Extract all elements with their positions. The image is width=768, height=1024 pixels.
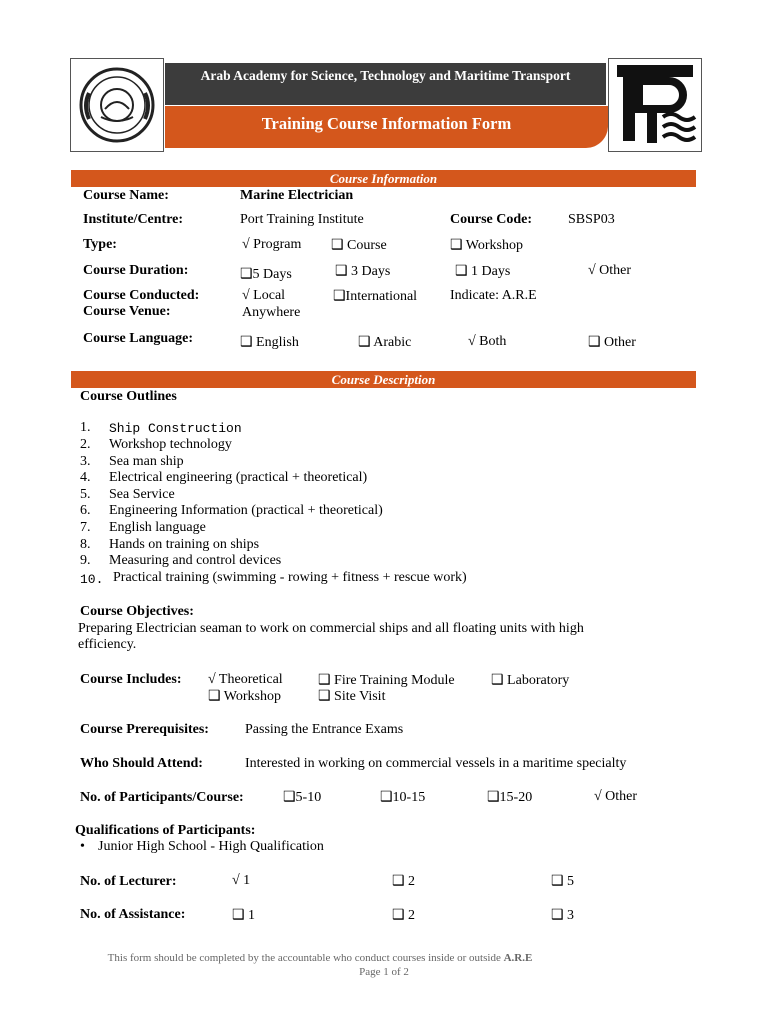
outline-item: Measuring and control devices: [109, 553, 282, 568]
outline-number: 7.: [80, 520, 91, 535]
conducted-local-option[interactable]: √ Local: [242, 288, 286, 303]
outline-number: 2.: [80, 437, 91, 452]
academy-seal-icon: [71, 59, 163, 151]
outline-item: Sea Service: [109, 487, 175, 502]
duration-5-days-option[interactable]: ❑5 Days: [240, 267, 292, 282]
outline-number: 5.: [80, 487, 91, 502]
type-program-option[interactable]: √ Program: [242, 237, 302, 252]
institute-value: Port Training Institute: [240, 212, 364, 227]
language-label: Course Language:: [83, 331, 194, 346]
page-number: Page 1 of 2: [359, 966, 409, 978]
participants-other-option[interactable]: √ Other: [594, 789, 638, 804]
lecturer-label: No. of Lecturer:: [80, 874, 177, 889]
course-name-value: Marine Electrician: [240, 188, 354, 203]
includes-label: Course Includes:: [80, 672, 182, 687]
language-other-option[interactable]: ❑ Other: [588, 335, 636, 350]
outline-item: Engineering Information (practical + theoretical): [109, 503, 383, 518]
footer-note: [0, 952, 640, 964]
type-workshop-option[interactable]: ❑ Workshop: [450, 238, 524, 253]
outline-number: 4.: [80, 470, 91, 485]
outline-item: Practical training (swimming - rowing + fitness + rescue work): [113, 570, 467, 585]
course-code-label: Course Code:: [450, 212, 533, 227]
attend-label: Who Should Attend:: [80, 756, 203, 771]
objectives-title: Course Objectives:: [80, 604, 194, 619]
participants-10-15-option[interactable]: ❑10-15: [380, 790, 426, 805]
language-english-option[interactable]: ❑ English: [240, 335, 299, 350]
outline-number: 3.: [80, 454, 91, 469]
outline-item: Sea man ship: [109, 454, 184, 469]
duration-label: Course Duration:: [83, 263, 189, 278]
conducted-international-option[interactable]: ❑International: [333, 289, 418, 304]
outline-number: 9.: [80, 553, 91, 568]
footer-are: A.R.E: [503, 952, 533, 964]
form-title: Training Course Information Form: [165, 106, 608, 148]
includes-laboratory-option[interactable]: ❑ Laboratory: [491, 673, 570, 688]
type-label: Type:: [83, 237, 117, 252]
outline-number: 6.: [80, 503, 91, 518]
outline-number: 1.: [80, 420, 91, 435]
qualifications-title: Qualifications of Participants:: [75, 823, 256, 838]
assistance-3-option[interactable]: ❑ 3: [551, 908, 575, 923]
outline-item: Electrical engineering (practical + theoretical): [109, 470, 368, 485]
participants-5-10-option[interactable]: ❑5-10: [283, 790, 322, 805]
course-name-label: Course Name:: [83, 188, 169, 203]
institute-label: Institute/Centre:: [83, 212, 184, 227]
lecturer-1-option[interactable]: √ 1: [232, 873, 251, 888]
lecturer-2-option[interactable]: ❑ 2: [392, 874, 416, 889]
participants-label: No. of Participants/Course:: [80, 790, 244, 805]
language-arabic-option[interactable]: ❑ Arabic: [358, 335, 412, 350]
includes-fire-training-option[interactable]: ❑ Fire Training Module: [318, 673, 455, 688]
duration-other-option[interactable]: √ Other: [588, 263, 632, 278]
language-both-option[interactable]: √ Both: [468, 334, 507, 349]
assistance-2-option[interactable]: ❑ 2: [392, 908, 416, 923]
outline-item: Hands on training on ships: [109, 537, 260, 552]
duration-1-day-option[interactable]: ❑ 1 Days: [455, 264, 511, 279]
includes-theoretical-option[interactable]: √ Theoretical: [208, 672, 283, 687]
prerequisites-label: Course Prerequisites:: [80, 722, 209, 737]
assistance-label: No. of Assistance:: [80, 907, 186, 922]
pti-logo: [608, 58, 702, 152]
section-course-description: Course Description: [71, 371, 696, 388]
includes-site-visit-option[interactable]: ❑ Site Visit: [318, 689, 386, 704]
objectives-text-line1: Preparing Electrician seaman to work on commercial ships and all floating units with high: [78, 621, 584, 636]
type-course-option[interactable]: ❑ Course: [331, 238, 387, 253]
assistance-1-option[interactable]: ❑ 1: [232, 908, 256, 923]
includes-workshop-option[interactable]: ❑ Workshop: [208, 689, 282, 704]
course-code-value: SBSP03: [568, 212, 615, 227]
section-course-information: Course Information: [71, 170, 696, 187]
prerequisites-value: Passing the Entrance Exams: [245, 722, 404, 737]
footer-text: This form should be completed by the accountable who conduct courses inside or outside: [107, 952, 504, 964]
attend-value: Interested in working on commercial vessels in a maritime specialty: [245, 756, 627, 771]
outline-number: 8.: [80, 537, 91, 552]
venue-value: Anywhere: [242, 305, 301, 320]
pti-logo-icon: [609, 59, 701, 151]
lecturer-5-option[interactable]: ❑ 5: [551, 874, 575, 889]
participants-15-20-option[interactable]: ❑15-20: [487, 790, 533, 805]
outline-number: 10.: [80, 572, 104, 587]
academy-name: Arab Academy for Science, Technology and Maritime Transport: [165, 63, 606, 105]
duration-3-days-option[interactable]: ❑ 3 Days: [335, 264, 391, 279]
qualification-bullet: •: [80, 839, 85, 854]
qualification-item: Junior High School - High Qualification: [98, 839, 324, 854]
outline-item: English language: [109, 520, 206, 535]
outlines-title: Course Outlines: [80, 389, 177, 404]
academy-logo: [70, 58, 164, 152]
outline-item: Workshop technology: [109, 437, 232, 452]
indicate-text: Indicate: A.R.E: [450, 288, 537, 303]
outline-item: Ship Construction: [109, 421, 242, 436]
venue-label: Course Venue:: [83, 304, 171, 319]
objectives-text-line2: efficiency.: [78, 637, 137, 652]
conducted-label: Course Conducted:: [83, 288, 200, 303]
